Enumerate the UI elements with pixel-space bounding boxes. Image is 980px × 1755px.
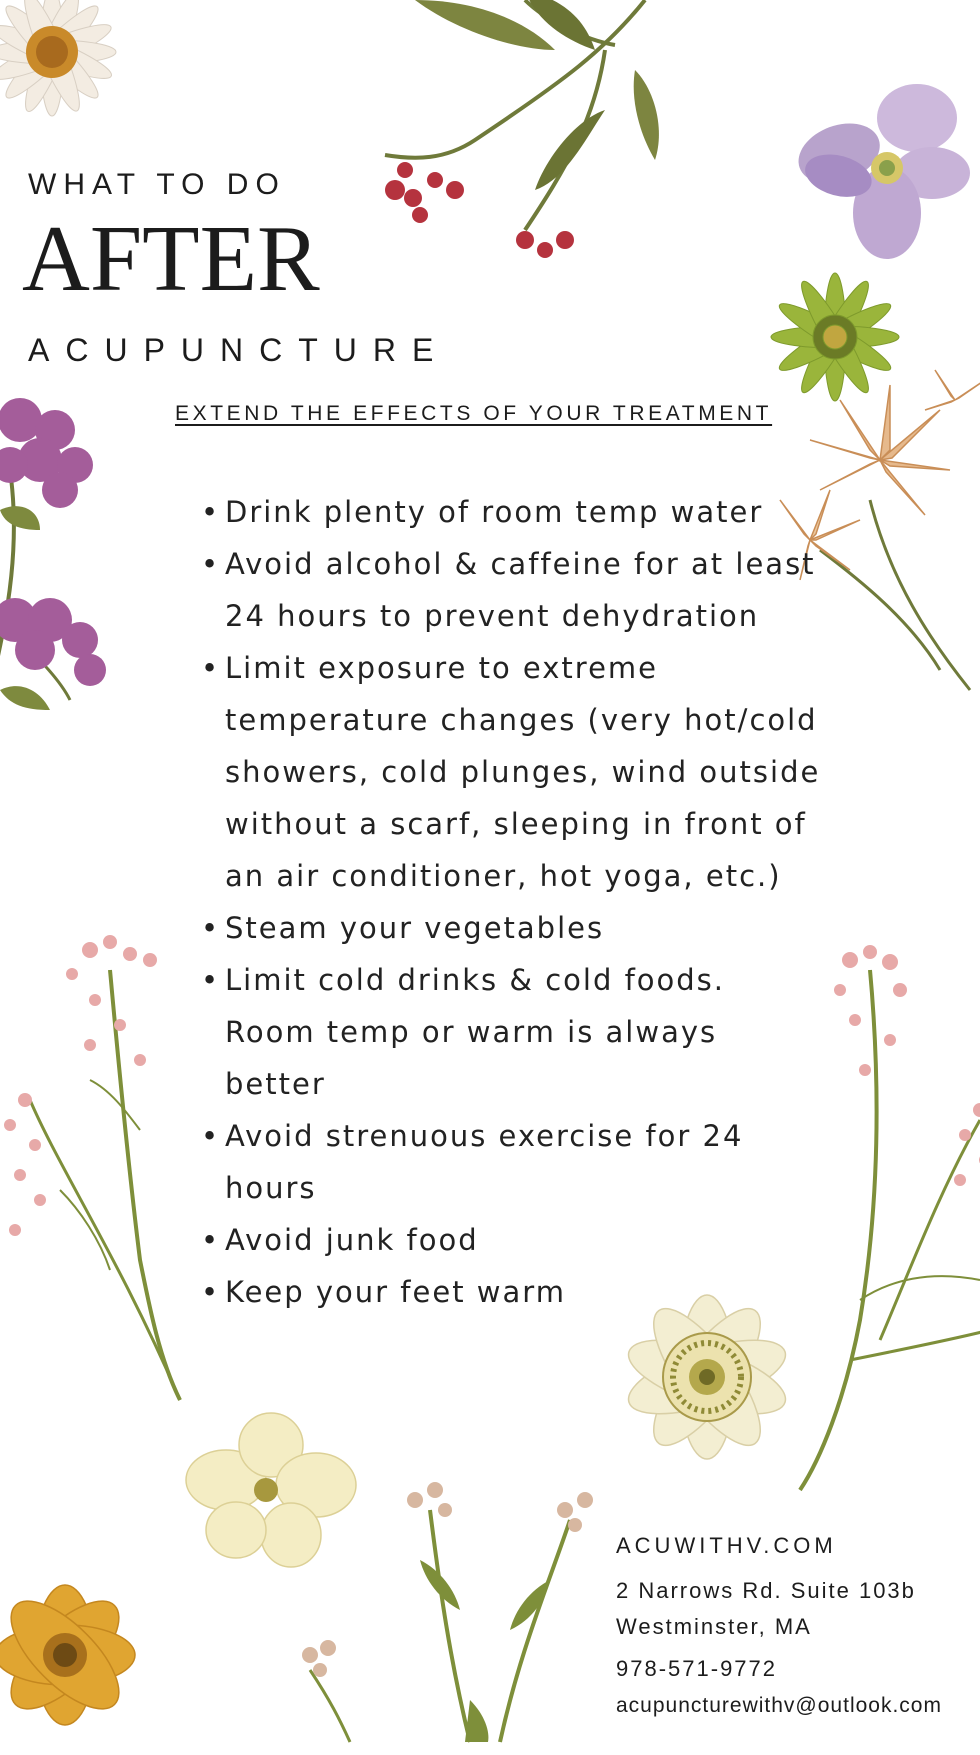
red-sprig-icon	[355, 0, 705, 280]
list-item: • Limit cold drinks & cold foods. Room temp or warm is always better	[225, 954, 825, 1110]
tips-list	[225, 486, 825, 1318]
page-title: AFTER	[22, 207, 320, 311]
list-item: • Steam your vegetables	[225, 902, 825, 954]
section-heading: EXTEND THE EFFECTS OF YOUR TREATMENT	[175, 402, 773, 425]
address-line-1: 2 Narrows Rd. Suite 103b	[616, 1578, 916, 1603]
phone-number[interactable]: 978-571-9772	[616, 1656, 778, 1681]
list-item: • Avoid alcohol & caffeine for at least 24 hours to prevent dehydration	[225, 538, 825, 642]
list-item: • Keep your feet warm	[225, 1266, 825, 1318]
white-daisy-icon	[0, 0, 160, 150]
email-link[interactable]: acupuncturewithv@outlook.com	[616, 1694, 942, 1717]
list-item: • Drink plenty of room temp water	[225, 486, 825, 538]
title-kicker: WHAT TO DO	[28, 168, 286, 201]
page-subtitle: ACUPUNCTURE	[28, 332, 450, 368]
contact-block	[616, 1533, 942, 1725]
purple-pansy-icon	[795, 72, 975, 272]
website-link[interactable]: ACUWITHV.COM	[616, 1533, 837, 1558]
list-item: • Limit exposure to extreme temperature changes (very hot/cold showers, cold plunges, wind outside without a scarf, sleeping in front of an air conditioner, hot yoga, etc.)	[225, 642, 825, 902]
list-item: • Avoid strenuous exercise for 24 hours	[225, 1110, 825, 1214]
lilac-verbena-icon	[0, 390, 140, 770]
address-line-2: Westminster, MA	[616, 1614, 812, 1639]
yellow-flower-icon	[0, 1555, 155, 1755]
pink-wildflower-icon	[0, 930, 190, 1410]
list-item: • Avoid junk food	[225, 1214, 825, 1266]
red-sprig-icon	[270, 1470, 620, 1742]
